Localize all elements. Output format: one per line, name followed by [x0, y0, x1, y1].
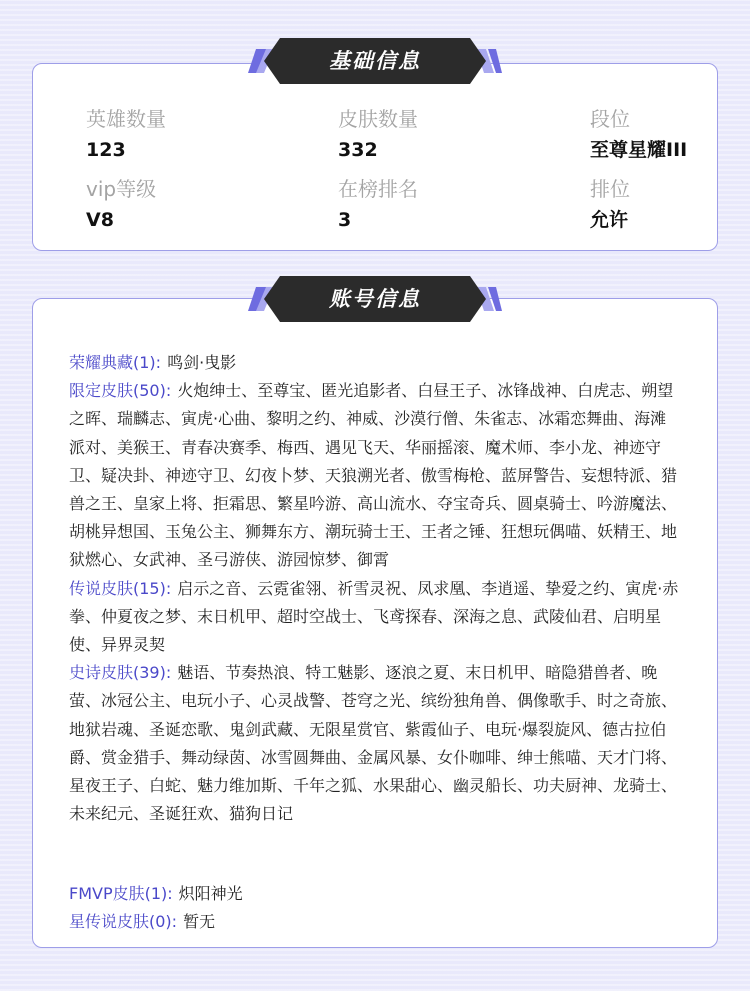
category-label: 限定皮肤(50): [69, 381, 172, 401]
category-items: 启示之音、云霓雀翎、祈雪灵祝、凤求凰、李逍遥、挚爱之约、寅虎·赤拳、仲夏夜之梦、末日机甲、超时空战士、飞鸢探春、深海之息、武陵仙君、启明星使、异界灵契 [69, 578, 679, 655]
category-label: FMVP皮肤(1): [69, 884, 173, 903]
stat-vip-level [86, 176, 156, 233]
category-label: 史诗皮肤(39): [69, 663, 172, 683]
category-items: 鸣剑·曳影 [167, 353, 237, 372]
category-label: 星传说皮肤(0): [69, 912, 178, 932]
stat-skin-count [338, 106, 418, 163]
category-label: 传说皮肤(15): [69, 578, 172, 598]
basic-info-card [32, 63, 718, 251]
stat-label: 排位 [590, 177, 630, 201]
category-items: 炽阳神光 [178, 884, 243, 903]
skin-category-fmvp [69, 880, 679, 908]
stat-label: 英雄数量 [86, 107, 166, 131]
stat-value: 3 [338, 209, 352, 231]
stat-label: vip等级 [86, 177, 157, 201]
skin-category-honor [69, 349, 679, 377]
category-items: 火炮绅士、至尊宝、匿光追影者、白昼王子、冰锋战神、白虎志、朔望之晖、瑞麟志、寅虎·心曲、黎明之约、神威、沙漠行僧、朱雀志、冰霜恋舞曲、海滩派对、美猴王、青春决赛季、梅西、遇见飞天、华丽摇滚、魔术师、李小龙、神迹守卫、疑决卦、神迹守卫、幻夜卜梦、天狼溯光者、傲雪梅枪、蓝屏警告、妄想特派、猎兽之王、皇家上将、拒霜思、繁星吟游、高山流水、夺宝奇兵、圆桌骑士、吟游魔法、胡桃异想国、玉兔公主、狮舞东方、潮玩骑士王、王者之锤、狂想玩偶喵、妖精王、地狱燃心、女武神、圣弓游侠、游园惊梦、御霄 [69, 381, 678, 570]
section-title: 基础信息 [329, 49, 421, 73]
skin-category-star-legend [69, 908, 679, 936]
stat-leaderboard-rank [338, 176, 418, 233]
stat-hero-count [86, 106, 166, 163]
skin-list-main [69, 349, 679, 828]
stat-rank-tier [590, 106, 687, 163]
stat-value: 123 [86, 139, 126, 161]
category-items: 魅语、节奏热浪、特工魅影、逐浪之夏、末日机甲、暗隐猎兽者、晚萤、冰冠公主、电玩小子、心灵战警、苍穹之光、缤纷独角兽、偶像歌手、时之奇旅、地狱岩魂、圣诞恋歌、鬼剑武藏、无限星赏官、紫霞仙子、电玩·爆裂旋风、德古拉伯爵、赏金猎手、舞动绿茵、冰雪圆舞曲、金属风暴、女仆咖啡、绅士熊喵、天才门将、星夜王子、白蛇、魅力维加斯、千年之狐、水果甜心、幽灵船长、功夫厨神、龙骑士、未来纪元、圣诞狂欢、猫狗日记 [69, 663, 678, 824]
account-info-header [248, 276, 502, 322]
stat-ranked-allowed [590, 176, 630, 233]
skin-list-extra [69, 880, 679, 936]
stat-label: 段位 [590, 107, 630, 131]
section-title: 账号信息 [329, 287, 421, 311]
basic-info-header [248, 38, 502, 84]
stat-value: 允许 [590, 209, 629, 231]
account-info-card [32, 298, 718, 948]
stat-value: 至尊星耀III [590, 139, 688, 161]
skin-category-legend [69, 575, 679, 660]
stat-value: 332 [338, 139, 378, 161]
skin-category-limited [69, 377, 679, 574]
category-items: 暂无 [183, 912, 216, 932]
stat-label: 皮肤数量 [338, 107, 418, 131]
stat-value: V8 [86, 209, 114, 231]
category-label: 荣耀典藏(1): [69, 353, 162, 372]
skin-category-epic [69, 659, 679, 828]
stat-label: 在榜排名 [338, 177, 418, 201]
